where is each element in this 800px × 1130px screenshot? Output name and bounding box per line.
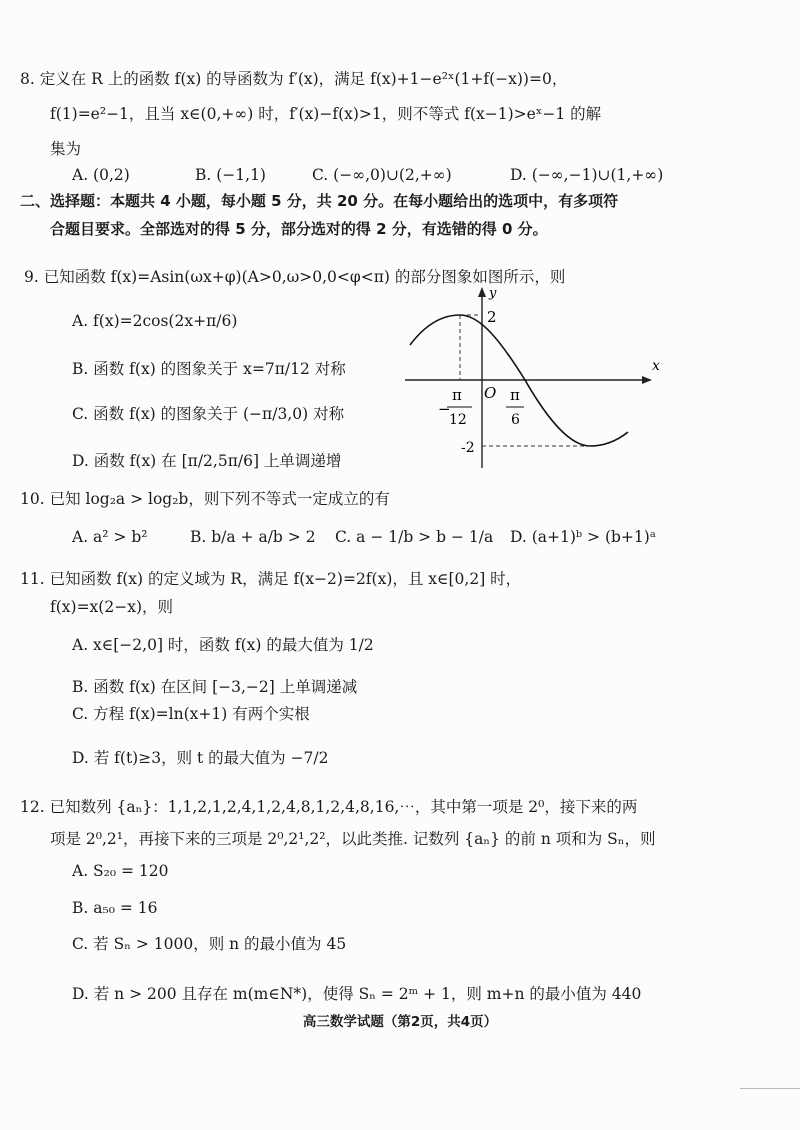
q10-option-a: A. a² > b² [72, 528, 148, 546]
q12-line2: 项是 2⁰,2¹，再接下来的三项是 2⁰,2¹,2²，以此类推. 记数列 {aₙ} 的前 n 项和为 Sₙ，则 [50, 830, 656, 848]
scan-edge-mark [740, 1088, 800, 1089]
y-max-label: 2 [487, 308, 497, 326]
q12-line1: 12. 已知数列 {aₙ}：1,1,2,1,2,4,1,2,4,8,1,2,4,8,16,⋯，其中第一项是 2⁰，接下来的两 [20, 798, 638, 816]
q8-line3: 集为 [50, 140, 82, 158]
x-axis-arrow [642, 376, 652, 384]
q11-option-a: A. x∈[−2,0] 时，函数 f(x) 的最大值为 1/2 [72, 636, 374, 654]
q11-option-c: C. 方程 f(x)=ln(x+1) 有两个实根 [72, 705, 310, 723]
q11-option-b: B. 函数 f(x) 在区间 [−3,−2] 上单调递减 [72, 678, 358, 696]
q10-option-b: B. b/a + a/b > 2 [190, 528, 316, 546]
q11-line2: f(x)=x(2−x)，则 [50, 598, 173, 616]
q12-option-c: C. 若 Sₙ > 1000，则 n 的最小值为 45 [72, 935, 347, 953]
x-label: x [652, 358, 660, 374]
q9-option-a: A. f(x)=2cos(2x+π/6) [72, 312, 238, 330]
tick-right-denominator: 6 [511, 412, 520, 428]
y-label: y [489, 286, 497, 301]
tick-left-numerator: π [452, 386, 462, 404]
q8-line1: 8. 定义在 R 上的函数 f(x) 的导函数为 f′(x)，满足 f(x)+1−e²ˣ(1+f(−x))=0， [20, 70, 568, 88]
q8-option-a: A. (0,2) [72, 166, 130, 184]
y-min-label: -2 [461, 440, 475, 456]
q11-option-d: D. 若 f(t)≥3，则 t 的最大值为 −7/2 [72, 749, 329, 767]
tick-left-denominator: 12 [449, 412, 467, 428]
q8-option-c: C. (−∞,0)∪(2,+∞) [312, 166, 452, 184]
q9-option-b: B. 函数 f(x) 的图象关于 x=7π/12 对称 [72, 360, 346, 378]
q8-option-d: D. (−∞,−1)∪(1,+∞) [510, 166, 664, 184]
origin-label: O [484, 384, 497, 402]
q11-line1: 11. 已知函数 f(x) 的定义域为 R，满足 f(x−2)=2f(x)，且 x∈[0,2] 时， [20, 570, 522, 588]
q10-option-d: D. (a+1)ᵇ > (b+1)ᵃ [510, 528, 656, 546]
q8-option-b: B. (−1,1) [195, 166, 266, 184]
q12-option-d: D. 若 n > 200 且存在 m(m∈N*)，使得 Sₙ = 2ᵐ + 1，则 m+n 的最小值为 440 [72, 985, 642, 1003]
y-axis-arrow [478, 287, 486, 297]
q9-graph [400, 283, 680, 473]
q8-line2: f(1)=e²−1，且当 x∈(0,+∞) 时，f′(x)−f(x)>1，则不等式 f(x−1)>eˣ−1 的解 [50, 105, 602, 123]
q12-option-a: A. S₂₀ = 120 [72, 862, 169, 880]
page-footer: 高三数学试题（第2页，共4页） [302, 1014, 498, 1030]
q9-stem: 9. 已知函数 f(x)=Asin(ωx+φ)(A>0,ω>0,0<φ<π) 的部分图象如图所示，则 [24, 268, 566, 286]
q9-option-c: C. 函数 f(x) 的图象关于 (−π/3,0) 对称 [72, 405, 345, 423]
q10-option-c: C. a − 1/b > b − 1/a [335, 528, 494, 546]
tick-left-sign: − [438, 400, 451, 418]
section2-line1: 二、选择题：本题共 4 小题，每小题 5 分，共 20 分。在每小题给出的选项中，有多项符 [20, 192, 619, 210]
q12-option-b: B. a₅₀ = 16 [72, 899, 158, 917]
q10-stem: 10. 已知 log₂a > log₂b，则下列不等式一定成立的有 [20, 490, 390, 508]
tick-right-numerator: π [510, 386, 520, 404]
section2-line2: 合题目要求。全部选对的得 5 分，部分选对的得 2 分，有选错的得 0 分。 [50, 220, 548, 238]
q9-option-d: D. 函数 f(x) 在 [π/2,5π/6] 上单调递增 [72, 452, 342, 470]
